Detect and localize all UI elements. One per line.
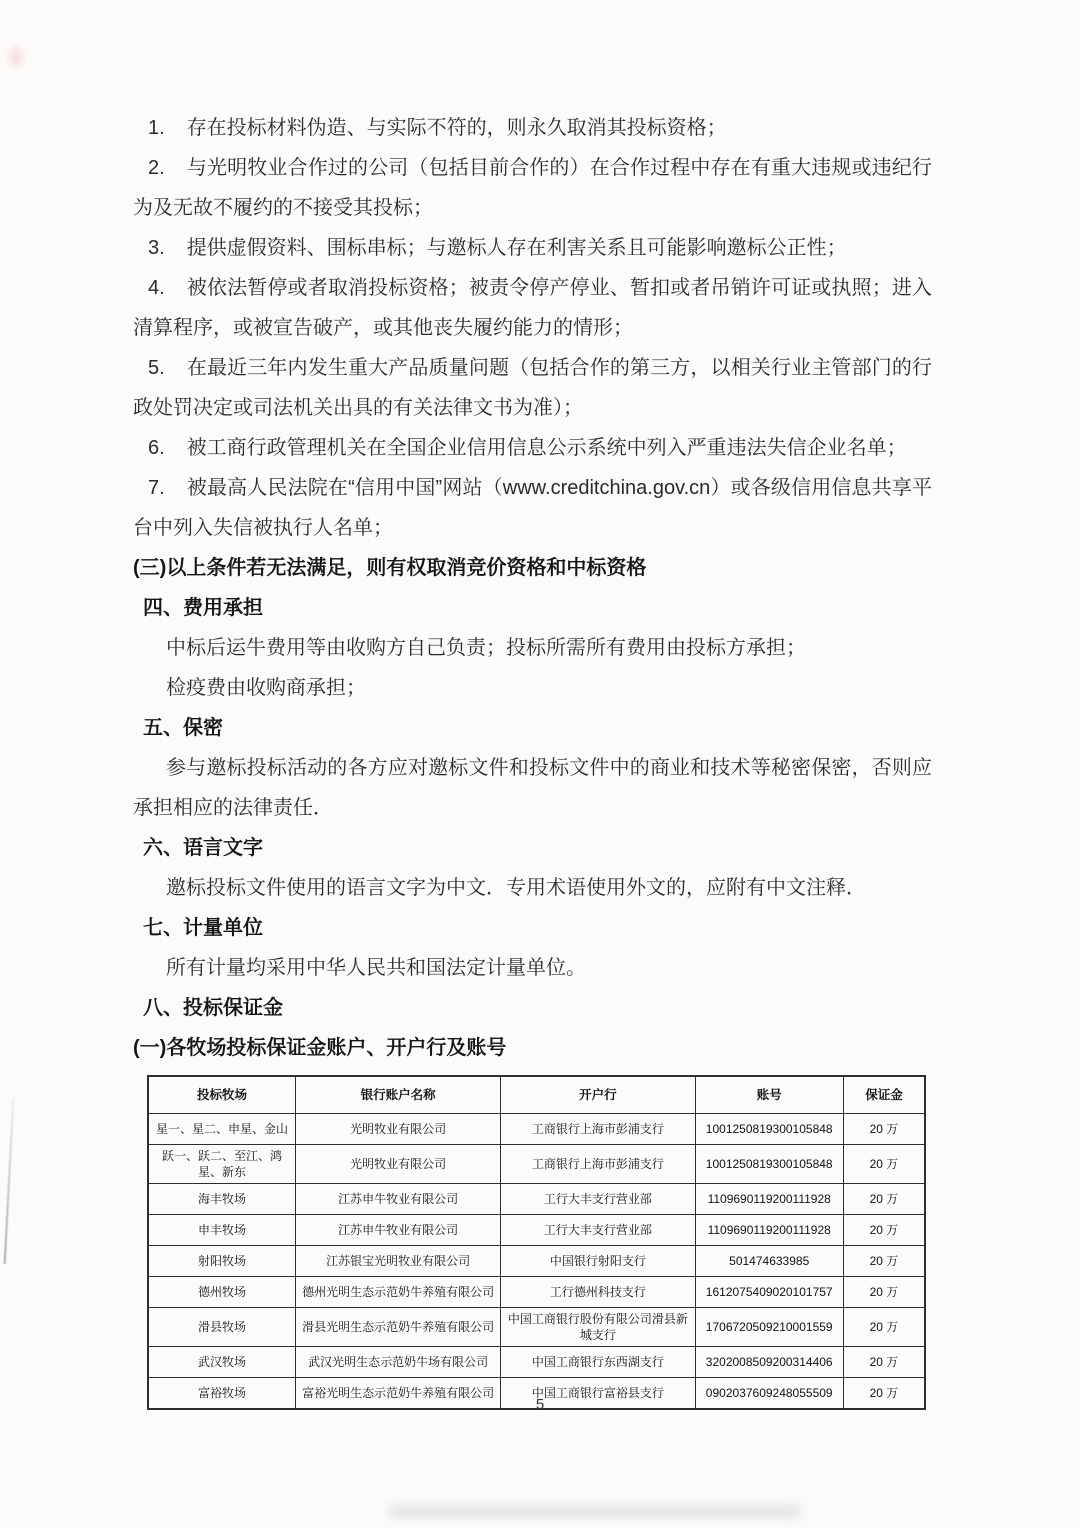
list-item-5 (133, 348, 932, 428)
table-row (148, 1184, 925, 1215)
deposit-table (147, 1075, 926, 1410)
table-header-row (148, 1076, 925, 1114)
list-item-text: 被最高人民法院在“信用中国”网站（www.creditchina.gov.cn）或各级信用信息共享平台中列入失信被执行人名单； (133, 477, 932, 539)
table-cell: 武汉光明生态示范奶牛场有限公司 (296, 1347, 501, 1378)
deposit-table-body (148, 1114, 925, 1410)
table-cell: 1001250819300105848 (695, 1145, 843, 1184)
table-cell: 工行大丰支行营业部 (501, 1215, 695, 1246)
table-cell: 工商银行上海市彭浦支行 (501, 1114, 695, 1145)
table-row (148, 1308, 925, 1347)
table-header-account-name: 银行账户名称 (296, 1076, 501, 1114)
table-cell: 20 万 (843, 1184, 925, 1215)
table-cell: 德州牧场 (148, 1277, 296, 1308)
table-cell: 20 万 (843, 1277, 925, 1308)
document-body (133, 108, 932, 1410)
table-cell: 20 万 (843, 1347, 925, 1378)
section-paragraph: 邀标投标文件使用的语言文字为中文．专用术语使用外文的，应附有中文注释． (166, 877, 866, 899)
list-item-number: 5. (148, 357, 165, 379)
table-cell: 富裕牧场 (148, 1378, 296, 1410)
table-cell: 光明牧业有限公司 (296, 1145, 501, 1184)
table-cell: 射阳牧场 (148, 1246, 296, 1277)
table-cell: 星一、星二、申星、金山 (148, 1114, 296, 1145)
section-paragraph: 所有计量均采用中华人民共和国法定计量单位。 (166, 957, 586, 979)
list-item-text: 与光明牧业合作过的公司（包括目前合作的）在合作过程中存在有重大违规或违纪行为及无故不履约的不接受其投标； (133, 157, 932, 219)
section-heading-language: 六、语言文字 (143, 837, 263, 859)
list-item-text: 在最近三年内发生重大产品质量问题（包括合作的第三方，以相关行业主管部门的行政处罚决定或司法机关出具的有关法律文书为准）； (133, 357, 932, 419)
table-cell: 1612075409020101757 (695, 1277, 843, 1308)
table-cell: 3202008509200314406 (695, 1347, 843, 1378)
list-item-number: 7. (148, 477, 165, 499)
table-cell: 工商银行上海市彭浦支行 (501, 1145, 695, 1184)
table-cell: 中国银行射阳支行 (501, 1246, 695, 1277)
table-cell: 工行大丰支行营业部 (501, 1184, 695, 1215)
table-cell: 中国工商银行富裕县支行 (501, 1378, 695, 1410)
scan-artifact-top-left (5, 42, 27, 72)
section-paragraph: 参与邀标投标活动的各方应对邀标文件和投标文件中的商业和技术等秘密保密，否则应承担相应的法律责任． (133, 757, 932, 819)
list-item-text: 提供虚假资料、围标串标；与邀标人存在利害关系且可能影响邀标公正性； (186, 237, 847, 259)
list-item-4 (133, 268, 932, 348)
table-cell: 20 万 (843, 1246, 925, 1277)
scan-artifact-bottom (390, 1505, 800, 1518)
table-row (148, 1347, 925, 1378)
table-row (148, 1145, 925, 1184)
table-cell: 跃一、跃二、至江、鸿星、新东 (148, 1145, 296, 1184)
table-cell: 20 万 (843, 1378, 925, 1410)
table-cell: 滑县牧场 (148, 1308, 296, 1347)
table-cell: 滑县光明生态示范奶牛养殖有限公司 (296, 1308, 501, 1347)
table-row (148, 1277, 925, 1308)
list-item-text: 被依法暂停或者取消投标资格；被责令停产停业、暂扣或者吊销许可证或执照；进入清算程序，或被宣告破产，或其他丧失履约能力的情形； (133, 277, 932, 339)
table-row (148, 1246, 925, 1277)
section-heading-confidentiality: 五、保密 (143, 717, 223, 739)
table-cell: 1109690119200111928 (695, 1215, 843, 1246)
section-paragraph: 检疫费由收购商承担； (166, 677, 366, 699)
table-cell: 光明牧业有限公司 (296, 1114, 501, 1145)
table-cell: 1109690119200111928 (695, 1184, 843, 1215)
list-item-1 (133, 108, 932, 148)
table-header-deposit: 保证金 (843, 1076, 925, 1114)
table-caption: (一)各牧场投标保证金账户、开户行及账号 (133, 1037, 507, 1059)
table-cell: 江苏申牛牧业有限公司 (296, 1215, 501, 1246)
page-number: 5 (535, 1396, 545, 1413)
list-item-number: 6. (148, 437, 165, 459)
table-header-bank: 开户行 (501, 1076, 695, 1114)
table-cell: 20 万 (843, 1145, 925, 1184)
scan-artifact-left-line (4, 1098, 15, 1264)
table-header-account-number: 账号 (695, 1076, 843, 1114)
table-cell: 20 万 (843, 1308, 925, 1347)
table-cell: 1706720509210001559 (695, 1308, 843, 1347)
table-cell: 0902037609248055509 (695, 1378, 843, 1410)
list-item-text: 被工商行政管理机关在全国企业信用信息公示系统中列入严重违法失信企业名单； (186, 437, 907, 459)
table-cell: 20 万 (843, 1215, 925, 1246)
table-cell: 中国工商银行东西湖支行 (501, 1347, 695, 1378)
table-header-farm: 投标牧场 (148, 1076, 296, 1114)
section-heading-units: 七、计量单位 (143, 917, 263, 939)
list-item-2 (133, 148, 932, 228)
list-item-number: 3. (148, 237, 165, 259)
clause-note: (三)以上条件若无法满足，则有权取消竞价资格和中标资格 (133, 557, 647, 579)
table-cell: 富裕光明生态示范奶牛养殖有限公司 (296, 1378, 501, 1410)
list-item-number: 1. (148, 117, 165, 139)
table-cell: 1001250819300105848 (695, 1114, 843, 1145)
table-cell: 德州光明生态示范奶牛养殖有限公司 (296, 1277, 501, 1308)
list-item-3 (133, 228, 932, 268)
section-heading-deposit: 八、投标保证金 (143, 997, 283, 1019)
table-cell: 中国工商银行股份有限公司滑县新城支行 (501, 1308, 695, 1347)
table-cell: 武汉牧场 (148, 1347, 296, 1378)
table-cell: 江苏银宝光明牧业有限公司 (296, 1246, 501, 1277)
table-cell: 20 万 (843, 1114, 925, 1145)
list-item-7 (133, 468, 932, 548)
list-item-number: 2. (148, 157, 165, 179)
list-item-number: 4. (148, 277, 165, 299)
table-row (148, 1215, 925, 1246)
list-item-text: 存在投标材料伪造、与实际不符的，则永久取消其投标资格； (186, 117, 727, 139)
section-paragraph: 中标后运牛费用等由收购方自己负责；投标所需所有费用由投标方承担； (166, 637, 806, 659)
table-cell: 501474633985 (695, 1246, 843, 1277)
list-item-6 (133, 428, 932, 468)
section-heading-cost: 四、费用承担 (143, 597, 263, 619)
table-cell: 工行德州科技支行 (501, 1277, 695, 1308)
table-cell: 海丰牧场 (148, 1184, 296, 1215)
table-row (148, 1114, 925, 1145)
table-cell: 申丰牧场 (148, 1215, 296, 1246)
table-cell: 江苏申牛牧业有限公司 (296, 1184, 501, 1215)
